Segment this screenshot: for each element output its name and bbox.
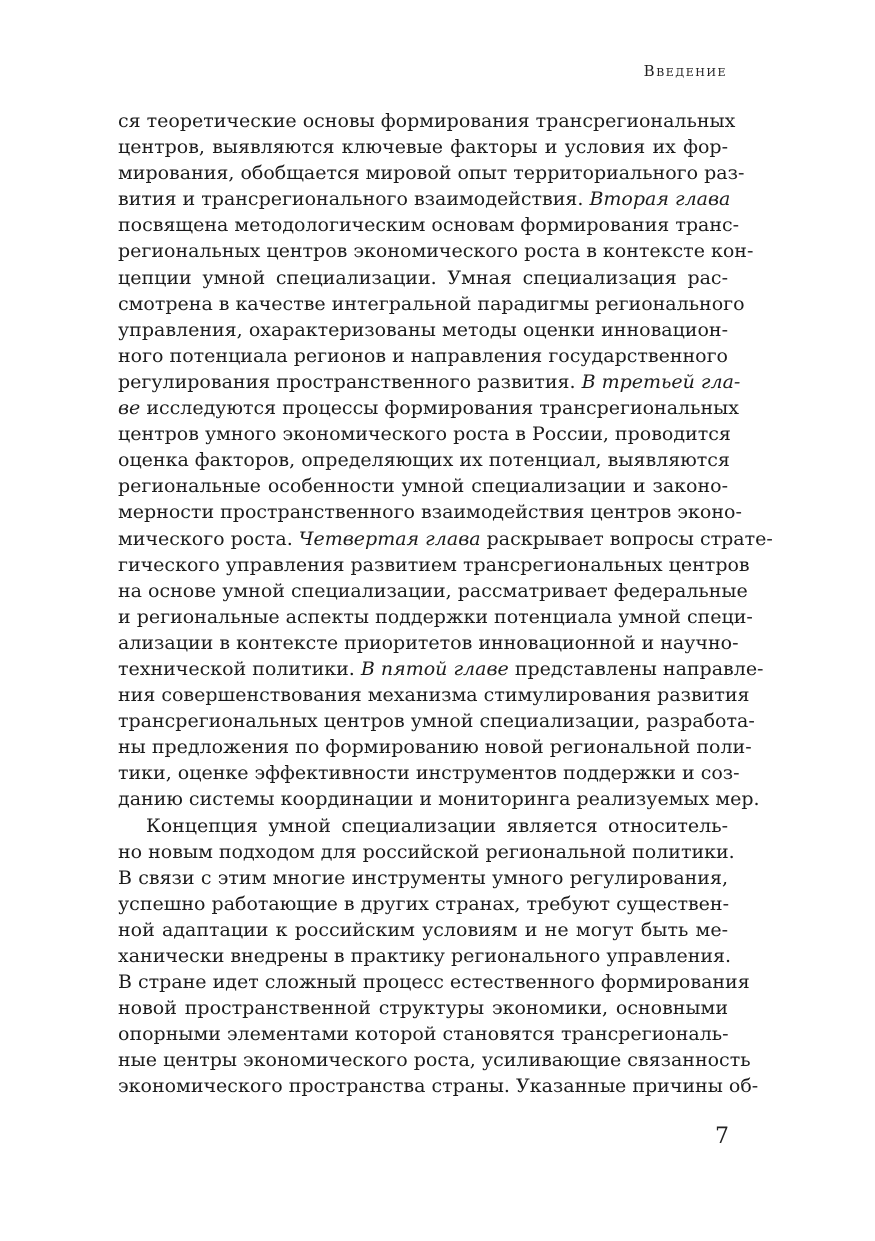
text-line: [118, 682, 750, 708]
text-line: [118, 134, 728, 160]
paragraph: [118, 813, 759, 1100]
text-line: [118, 995, 728, 1021]
text-line: [118, 604, 753, 630]
text-segment: посвящена методологическим основам формирования транс-: [118, 214, 740, 237]
text-line: [118, 969, 750, 995]
text-segment: представлены направле-: [508, 657, 764, 680]
text-segment: центров умного экономического роста в России, проводится: [118, 423, 731, 446]
text-segment: вития и трансрегионального взаимодействия.: [118, 188, 590, 211]
text-line: [118, 395, 739, 421]
text-line: [118, 839, 735, 865]
text-segment: на основе умной специализации, рассматривает федеральные: [118, 579, 748, 602]
italic-text: Четвертая глава: [298, 527, 481, 550]
text-segment: успешно работающие в других странах, требуют существен-: [118, 892, 730, 915]
text-segment: ны предложения по формированию новой региональной поли-: [118, 736, 752, 759]
text-line: [118, 212, 740, 238]
text-line: [118, 1073, 759, 1099]
italic-text: Вторая глава: [589, 188, 731, 211]
text-segment: но новым подходом для российской региональной политики.: [118, 840, 735, 863]
text-segment: экономического пространства страны. Указанные причины об-: [118, 1075, 759, 1098]
text-line: [118, 656, 764, 682]
text-segment: ализации в контексте приоритетов инновационной и научно-: [118, 631, 739, 654]
text-segment: В стране идет сложный процесс естественного формирования: [118, 971, 750, 994]
text-segment: исследуются процессы формирования трансрегиональных: [140, 397, 739, 420]
text-line: [118, 813, 728, 839]
text-line: [118, 160, 745, 186]
text-line: [118, 552, 750, 578]
text-line: [118, 630, 739, 656]
text-line: [118, 238, 754, 264]
text-line: [118, 317, 728, 343]
text-line: [118, 447, 728, 473]
text-segment: опорными элементами которой становятся трансрегиональ-: [118, 1023, 729, 1046]
text-segment: данию системы координации и мониторинга реализуемых мер.: [118, 788, 760, 811]
running-header: Введение: [643, 62, 727, 80]
text-line: [118, 369, 741, 395]
text-segment: ного потенциала регионов и направления государственного: [118, 344, 728, 367]
text-line: [118, 891, 728, 917]
text-segment: ной адаптации к российским условиям и не могут быть ме-: [118, 918, 728, 941]
text-line: [118, 291, 745, 317]
text-segment: смотрена в качестве интегральной парадигмы регионального: [118, 292, 745, 315]
text-segment: технической политики.: [118, 657, 361, 680]
italic-text: ве: [118, 397, 141, 420]
text-line: [118, 917, 728, 943]
text-segment: Концепция умной специализации является относитель-: [146, 814, 728, 837]
text-segment: тики, оценке эффективности инструментов поддержки и соз-: [118, 762, 740, 785]
page-body: [118, 108, 773, 1100]
text-segment: трансрегиональных центров умной специализации, разработа-: [118, 710, 755, 733]
text-segment: мического роста.: [118, 527, 299, 550]
text-segment: управления, охарактеризованы методы оценки инновацион-: [118, 318, 728, 341]
text-line: [118, 526, 773, 552]
text-line: [118, 473, 728, 499]
text-segment: регулирования пространственного развития.: [118, 370, 582, 393]
text-segment: и региональные аспекты поддержки потенциала умной специ-: [118, 605, 753, 628]
text-segment: ханически внедрены в практику регионального управления.: [118, 945, 732, 967]
text-line: [118, 186, 731, 212]
text-line: [118, 578, 748, 604]
italic-text: В пятой главе: [360, 657, 509, 680]
text-line: [118, 421, 731, 447]
text-line: [118, 343, 728, 369]
text-segment: мирования, обобщается мировой опыт территориального раз-: [118, 162, 745, 185]
text-segment: оценка факторов, определяющих их потенциал, выявляются: [118, 449, 730, 472]
text-line: [118, 760, 740, 786]
text-segment: региональные особенности умной специализации и законо-: [118, 475, 728, 498]
text-segment: мерности пространственного взаимодействия центров эконо-: [118, 501, 742, 524]
text-segment: раскрывает вопросы страте-: [480, 527, 773, 550]
text-line: [118, 865, 728, 891]
text-segment: новой пространственной структуры экономики, основными: [118, 997, 728, 1020]
text-segment: ся теоретические основы формирования трансрегиональных: [118, 110, 736, 132]
text-segment: ния совершенствования механизма стимулирования развития: [118, 684, 750, 707]
text-line: [118, 708, 755, 734]
text-line: [118, 1047, 751, 1073]
italic-text: В третьей гла-: [581, 370, 741, 393]
text-line: [118, 734, 752, 760]
text-segment: цепции умной специализации. Умная специализация рас-: [118, 266, 728, 289]
page-number: 7: [715, 1124, 729, 1149]
text-line: [118, 265, 728, 291]
text-segment: центров, выявляются ключевые факторы и условия их фор-: [118, 136, 728, 159]
text-segment: ные центры экономического роста, усиливающие связанность: [118, 1049, 751, 1072]
paragraph: [118, 108, 773, 813]
text-line: [118, 943, 732, 969]
text-segment: региональных центров экономического роста в контексте кон-: [118, 240, 754, 263]
text-segment: В связи с этим многие инструменты умного регулирования,: [118, 866, 728, 889]
text-line: [118, 786, 760, 812]
text-line: [118, 108, 736, 134]
text-line: [118, 499, 742, 525]
text-segment: гического управления развитием трансрегиональных центров: [118, 553, 750, 576]
text-line: [118, 1021, 728, 1047]
